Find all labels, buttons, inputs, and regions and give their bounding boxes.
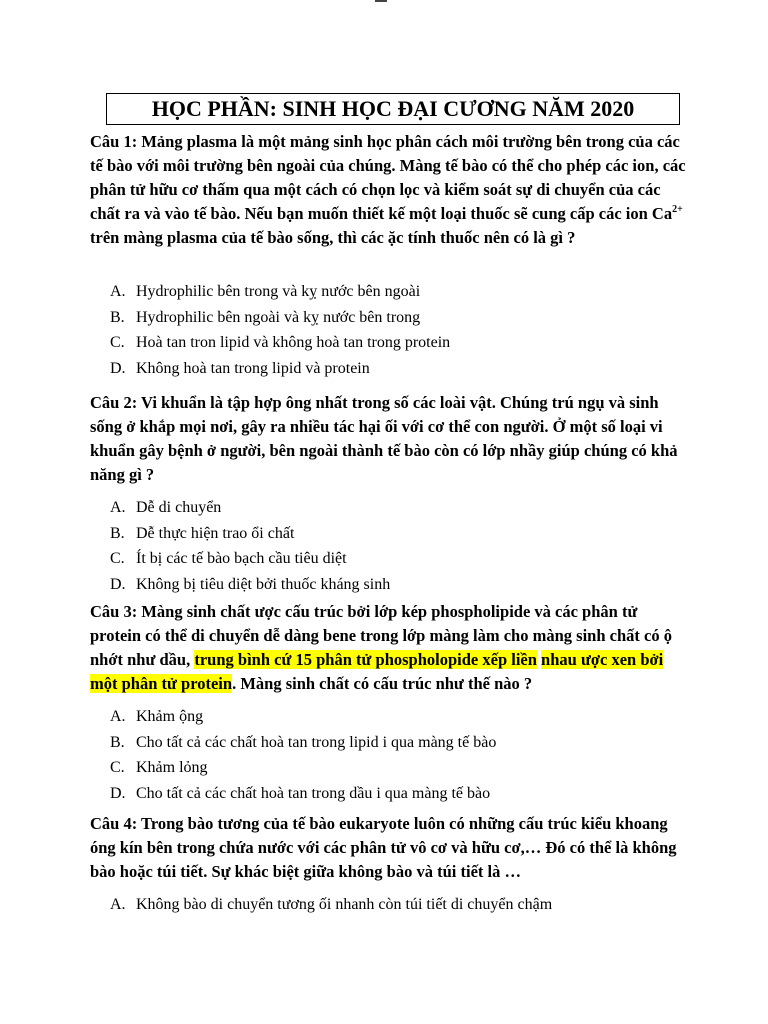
question-4	[90, 812, 690, 884]
option-letter: C.	[110, 334, 125, 351]
option-text: Khảm ộng	[136, 708, 204, 725]
question-1-option-c[interactable]	[110, 330, 450, 356]
option-letter: D.	[110, 575, 126, 593]
question-2-option-a[interactable]	[110, 495, 390, 521]
question-3-option-b[interactable]	[110, 730, 496, 756]
question-1-superscript: 2+	[672, 204, 683, 215]
question-3	[90, 600, 690, 696]
option-letter: C.	[110, 759, 125, 776]
question-3-option-c[interactable]	[110, 755, 496, 781]
question-2	[90, 391, 690, 487]
option-letter: A.	[110, 283, 126, 300]
option-text: Không bào di chuyển tương ối nhanh còn túi tiết di chuyển chậm	[136, 896, 553, 913]
question-4-options	[110, 892, 552, 918]
document-title: HỌC PHẦN: SINH HỌC ĐẠI CƯƠNG NĂM 2020	[106, 93, 680, 125]
option-letter: B.	[110, 733, 125, 751]
option-text: Dễ thực hiện trao ổi chất	[136, 524, 295, 542]
question-1-option-a[interactable]	[110, 279, 450, 305]
question-4-option-a[interactable]	[110, 892, 552, 918]
question-3-highlight-2: nhau ược xen bởi một phân tử protein	[90, 650, 664, 693]
question-2-options	[110, 495, 390, 597]
option-letter: D.	[110, 784, 126, 802]
option-letter: A.	[110, 896, 126, 913]
option-text: Khảm lỏng	[136, 759, 208, 776]
option-letter: A.	[110, 499, 126, 516]
option-letter: B.	[110, 524, 125, 542]
question-2-option-b[interactable]	[110, 521, 390, 547]
option-text: Không bị tiêu diệt bởi thuốc kháng sinh	[136, 575, 391, 593]
page-top-mark	[375, 0, 387, 2]
question-1-text: Mảng plasma là một mảng sinh học phân cách môi trường bên trong của các tế bào với môi trường bên ngoài của chúng. Màng tế bào có thể cho phép các ion, các phân tử hữu cơ thấm qua một cách có chọn lọc và kiểm soát sự di chuyển của các chất ra và vào tế bào. Nếu bạn muốn thiết kế một loại thuốc sẽ cung cấp các ion Ca	[90, 132, 686, 223]
option-letter: D.	[110, 359, 126, 377]
question-3-options	[110, 704, 496, 806]
question-3-option-a[interactable]	[110, 704, 496, 730]
option-text: Cho tất cả các chất hoà tan trong lipid i qua màng tế bào	[136, 733, 497, 751]
option-letter: A.	[110, 708, 126, 725]
question-4-text: Trong bào tương của tế bào eukaryote luôn có những cấu trúc kiểu khoang óng kín bên trong chứa nước với các phân tử vô cơ và hữu cơ,… Đó có thể là không bào hoặc túi tiết. Sự khác biệt giữa không bào và túi tiết là …	[90, 814, 677, 881]
question-1-label: Câu 1:	[90, 132, 138, 151]
question-3-text: Màng sinh chất ược cấu trúc bởi lớp kép phospholipide và các phân tử protein có thể di chuyển dễ dàng bene trong lớp màng làm cho màng sinh chất có ộ nhớt như dầu,	[90, 602, 672, 669]
question-4-label: Câu 4:	[90, 814, 138, 833]
option-text: Không hoà tan trong lipid và protein	[136, 359, 370, 377]
option-letter: C.	[110, 550, 125, 567]
option-text: Cho tất cả các chất hoà tan trong dầu i qua màng tế bào	[136, 784, 491, 802]
option-text: Ít bị các tế bào bạch cầu tiêu diệt	[136, 550, 347, 567]
option-text: Dễ di chuyển	[136, 499, 222, 516]
option-letter: B.	[110, 308, 125, 326]
question-1-text-end: trên màng plasma của tế bào sống, thì các ặc tính thuốc nên có là gì ?	[90, 228, 576, 247]
question-2-text: Vi khuẩn là tập hợp ông nhất trong số các loài vật. Chúng trú ngụ và sinh sống ở khắp mọi nơi, gây ra nhiều tác hại ối với cơ thể con người. Ở một số loại vi khuẩn gây bệnh ở người, bên ngoài thành tế bào còn có lớp nhầy giúp chúng có khả năng gì ?	[90, 393, 678, 484]
question-3-option-d[interactable]	[110, 781, 496, 807]
option-text: Hydrophilic bên trong và kỵ nước bên ngoài	[136, 283, 421, 300]
option-text: Hoà tan tron lipid và không hoà tan trong protein	[136, 334, 451, 351]
question-3-highlight-1: trung bình cứ 15 phân tử phospholopide xếp liền	[194, 650, 537, 669]
question-2-option-c[interactable]	[110, 546, 390, 572]
question-2-option-d[interactable]	[110, 572, 390, 598]
question-3-text-end: . Màng sinh chất có cấu trúc như thế nào ?	[232, 674, 533, 693]
question-2-label: Câu 2:	[90, 393, 138, 412]
question-1-option-b[interactable]	[110, 305, 450, 331]
question-3-label: Câu 3:	[90, 602, 138, 621]
option-text: Hydrophilic bên ngoài và kỵ nước bên trong	[136, 308, 421, 326]
question-1-options	[110, 279, 450, 381]
question-1-option-d[interactable]	[110, 356, 450, 382]
question-1	[90, 130, 690, 250]
